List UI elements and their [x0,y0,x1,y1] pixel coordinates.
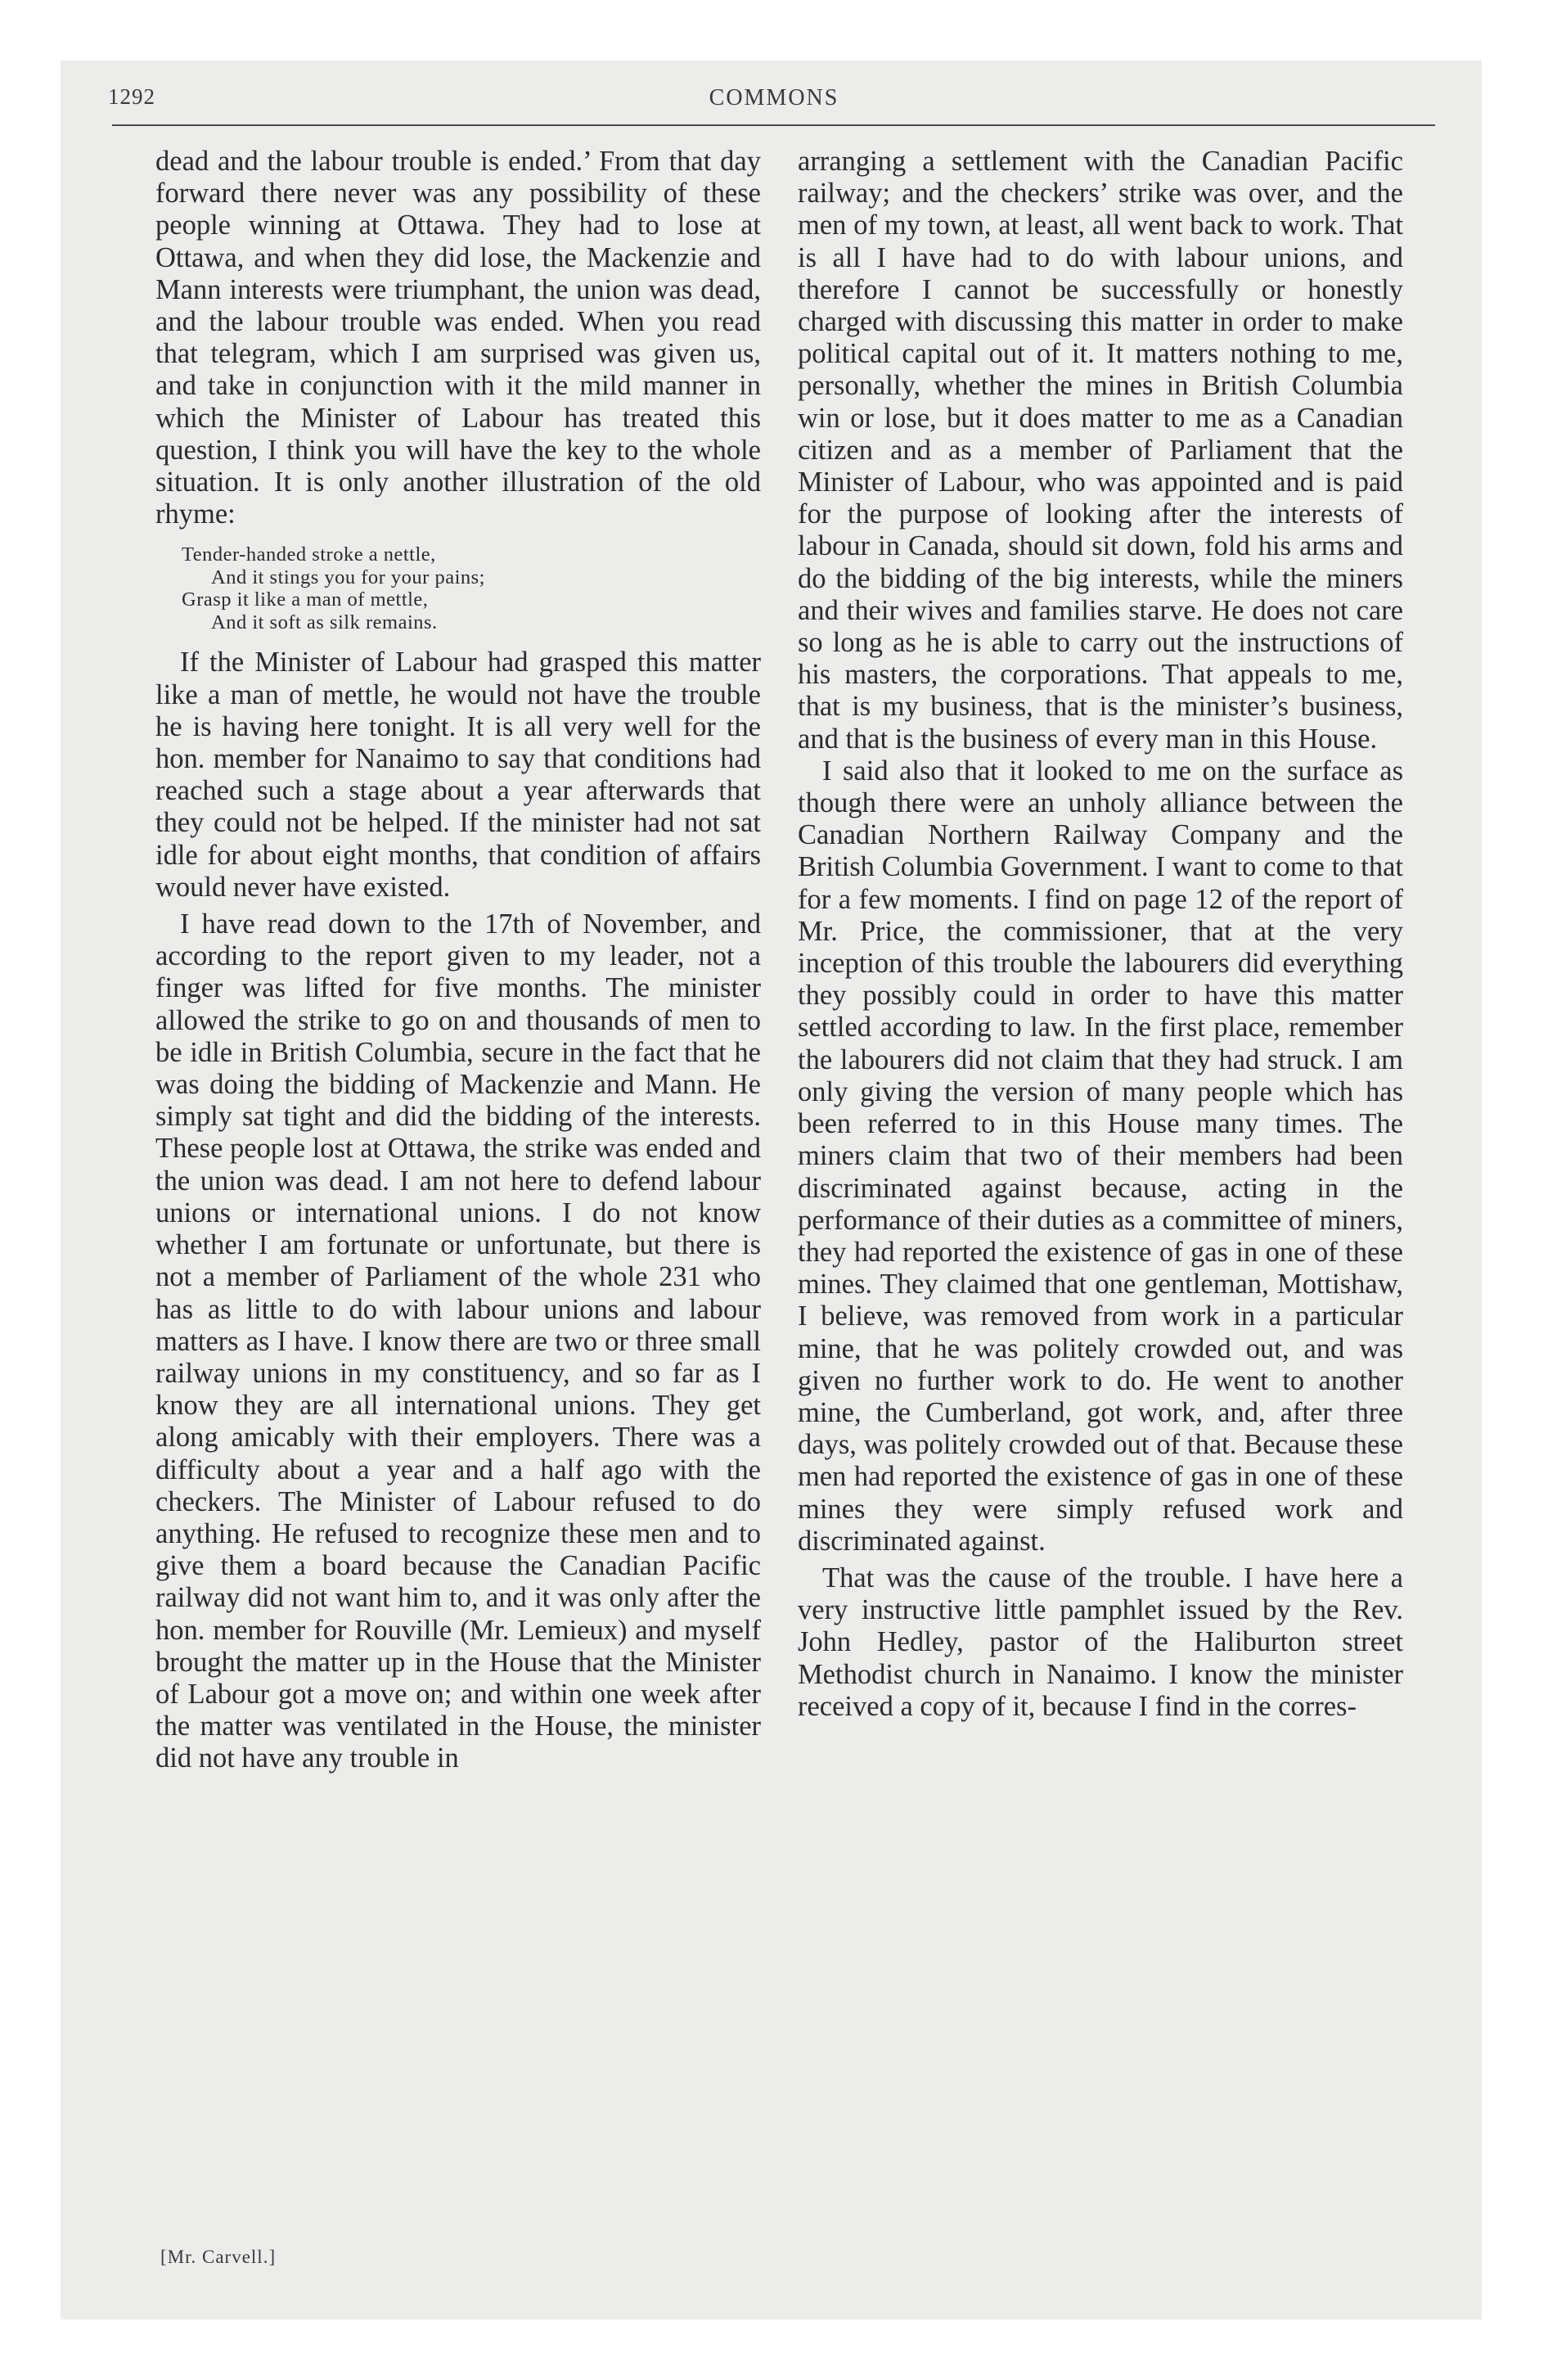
header-rule [112,124,1435,126]
page-number: 1292 [108,84,155,109]
left-paragraph-1: dead and the labour trouble is ended.’ From that day forward there never was any possibility of these people winning at Ottawa. They had to lose at Ottawa, and when they did lose, the Mackenzie and Mann interests were triumphant, the union was dead, and the labour trouble was ended. When you read that telegram, which I am surprised was given us, and take in conjunction with it the mild manner in which the Minister of Labour has treated this question, I think you will have the key to the whole situation. It is only another illustration of the old rhyme: [155,146,761,530]
verse-line-4: And it soft as silk remains. [211,611,438,633]
verse-line-3: Grasp it like a man of mettle, [182,588,429,611]
left-paragraph-3: I have read down to the 17th of November, and according to the report given to my leader, not a finger was lifted for five months. The minister allowed the strike to go on and thousands of men to be idle in British Columbia, secure in the fact that he was doing the bidding of Mackenzie and Mann. He simply sat tight and did the bidding of the interests. These people lost at Ottawa, the strike was ended and the union was dead. I am not here to defend labour unions or international unions. I do not know whether I am fortunate or unfortunate, but there is not a member of Parliament of the whole 231 who has as little to do with labour unions and labour matters as I have. I know there are two or three small railway unions in my constituency, and so far as I know they are all international unions. They get along amicably with their employers. There was a difficulty about a year and a half ago with the checkers. The Minister of Labour refused to do anything. He refused to recognize these men and to give them a board because the Canadian Pacific railway did not want him to, and it was only after the hon. member for Rouville (Mr. Lemieux) and myself brought the matter up in the House that the Minister of Labour got a move on; and within one week after the matter was ventilated in the House, the minister did not have any trouble in [155,908,761,1774]
speaker-tag: [Mr. Carvell.] [160,2247,277,2267]
right-paragraph-3: That was the cause of the trouble. I have here a very instructive little pamphlet issued by the Rev. John Hedley, pastor of the Haliburton street Methodist church in Nanaimo. I know the minister received a copy of it, because I find in the corres- [798,1562,1403,1722]
running-head: COMMONS [709,85,839,110]
verse-line-2: And it stings you for your pains; [211,566,485,588]
right-paragraph-1: arranging a settlement with the Canadian Pacific railway; and the checkers’ strike was over, and the men of my town, at least, all went back to work. That is all I have had to do with labour unions, and therefore I cannot be successfully or honestly charged with discussing this matter in order to make political capital out of it. It matters nothing to me, personally, whether the mines in British Columbia win or lose, but it does matter to me as a Canadian citizen and as a member of Parliament that the Minister of Labour, who was appointed and is paid for the purpose of looking after the interests of labour in Canada, should sit down, fold his arms and do the bidding of the big interests, while the miners and their wives and families starve. He does not care so long as he is able to carry out the instructions of his masters, the corporations. That appeals to me, that is my business, that is the minister’s business, and that is the business of every man in this House. [798,146,1403,755]
left-column [155,146,761,1775]
verse-block [182,543,761,633]
left-paragraph-2: If the Minister of Labour had grasped this matter like a man of mettle, he would not have the trouble he is having here tonight. It is all very well for the hon. member for Nanaimo to say that conditions had reached such a stage about a year afterwards that they could not be helped. If the minister had not sat idle for about eight months, that condition of affairs would never have existed. [155,647,761,903]
right-paragraph-2: I said also that it looked to me on the surface as though there were an unholy alliance between the Canadian Northern Railway Company and the British Columbia Government. I want to come to that for a few moments. I find on page 12 of the report of Mr. Price, the commissioner, that at the very inception of this trouble the labourers did everything they possibly could in order to have this matter settled according to law. In the first place, remember the labourers did not claim that they had struck. I am only giving the version of many people which has been referred to in this House many times. The miners claim that two of their members had been discriminated against because, acting in the performance of their duties as a committee of miners, they had reported the existence of gas in one of these mines. They claimed that one gentleman, Mottishaw, I believe, was removed from work in a particular mine, that he was politely crowded out, and was given no further work to do. He went to another mine, the Cumberland, got work, and, after three days, was politely crowded out of that. Because these men had reported the existence of gas in one of these mines they were simply refused work and discriminated against. [798,755,1403,1557]
verse-line-1: Tender-handed stroke a nettle, [182,543,436,566]
right-column [798,146,1403,1723]
